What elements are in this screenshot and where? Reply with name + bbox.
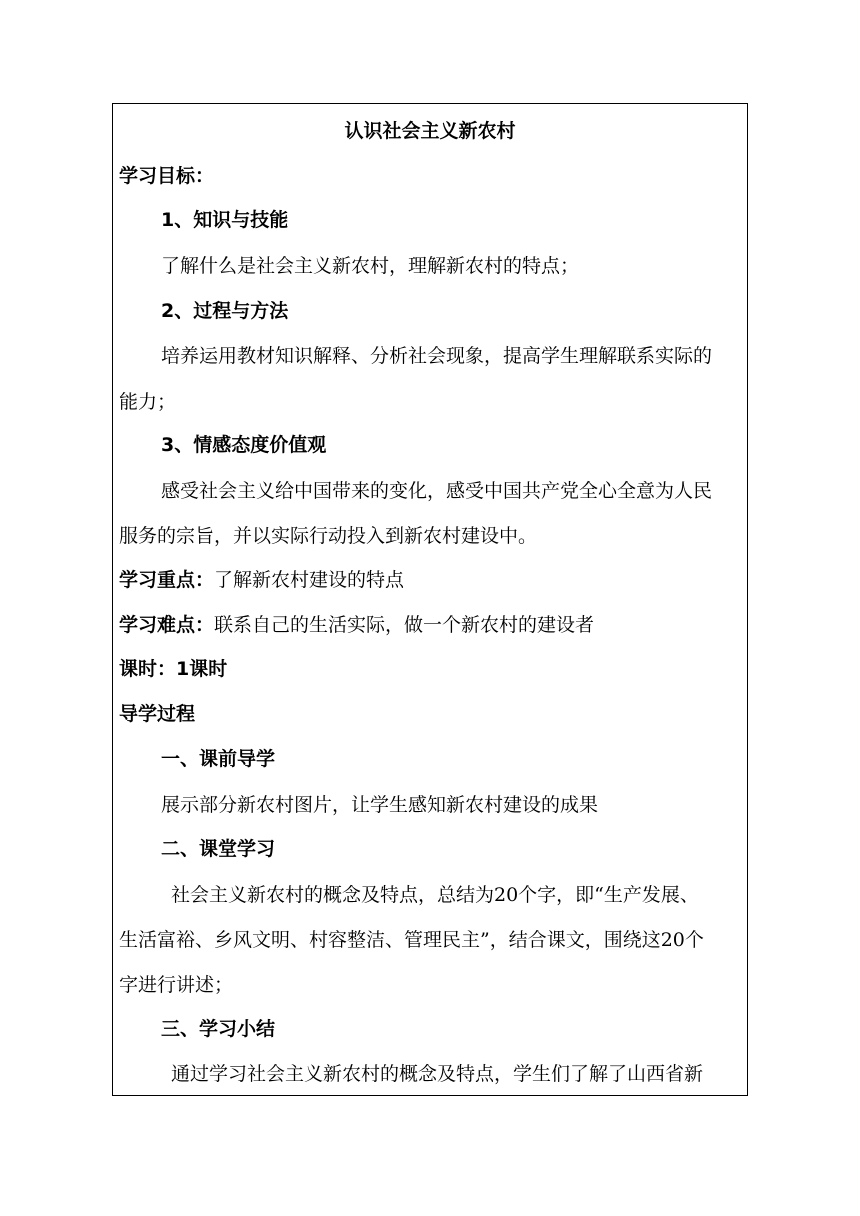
difficulty-label: 学习难点： [119,614,215,636]
emotion-text-line1: 感受社会主义给中国带来的变化，感受中国共产党全心全意为人民 [161,480,713,502]
pre-class-heading: 一、课前导学 [161,748,276,770]
process-text-line1: 培养运用教材知识解释、分析社会现象，提高学生理解联系实际的 [161,345,713,367]
process-text-line2: 能力； [119,391,177,413]
hours-label: 课时： [119,658,177,680]
key-point-text: 了解新农村建设的特点 [214,569,405,591]
objectives-heading: 学习目标： [119,165,215,187]
process-heading: 2、过程与方法 [161,300,289,322]
pre-class-text: 展示部分新农村图片，让学生感知新农村建设的成果 [161,794,599,816]
summary-heading: 三、学习小结 [161,1018,276,1040]
process-section-heading: 导学过程 [119,703,196,725]
summary-text-line1: 通过学习社会主义新农村的概念及特点，学生们了解了山西省新 [171,1063,704,1085]
difficulty-text: 联系自己的生活实际，做一个新农村的建设者 [214,614,595,636]
in-class-text-line3: 字进行讲述； [119,974,234,996]
emotion-heading: 3、情感态度价值观 [161,434,327,456]
document-table-cell [112,103,748,1096]
hours-value: 1课时 [176,658,228,680]
in-class-text-line2: 生活富裕、乡风文明、村容整洁、管理民主”，结合课文，围绕这20个 [119,929,704,951]
in-class-heading: 二、课堂学习 [161,838,276,860]
knowledge-heading: 1、知识与技能 [161,209,289,231]
emotion-text-line2: 服务的宗旨，并以实际行动投入到新农村建设中。 [119,525,538,547]
knowledge-text: 了解什么是社会主义新农村，理解新农村的特点； [161,255,580,277]
document-title: 认识社会主义新农村 [344,120,516,142]
hours-row [119,657,227,681]
key-point-label: 学习重点： [119,569,215,591]
in-class-text-line1: 社会主义新农村的概念及特点，总结为20个字，即“生产发展、 [171,884,699,906]
difficulty-row [119,613,594,637]
key-point-row [119,568,404,592]
